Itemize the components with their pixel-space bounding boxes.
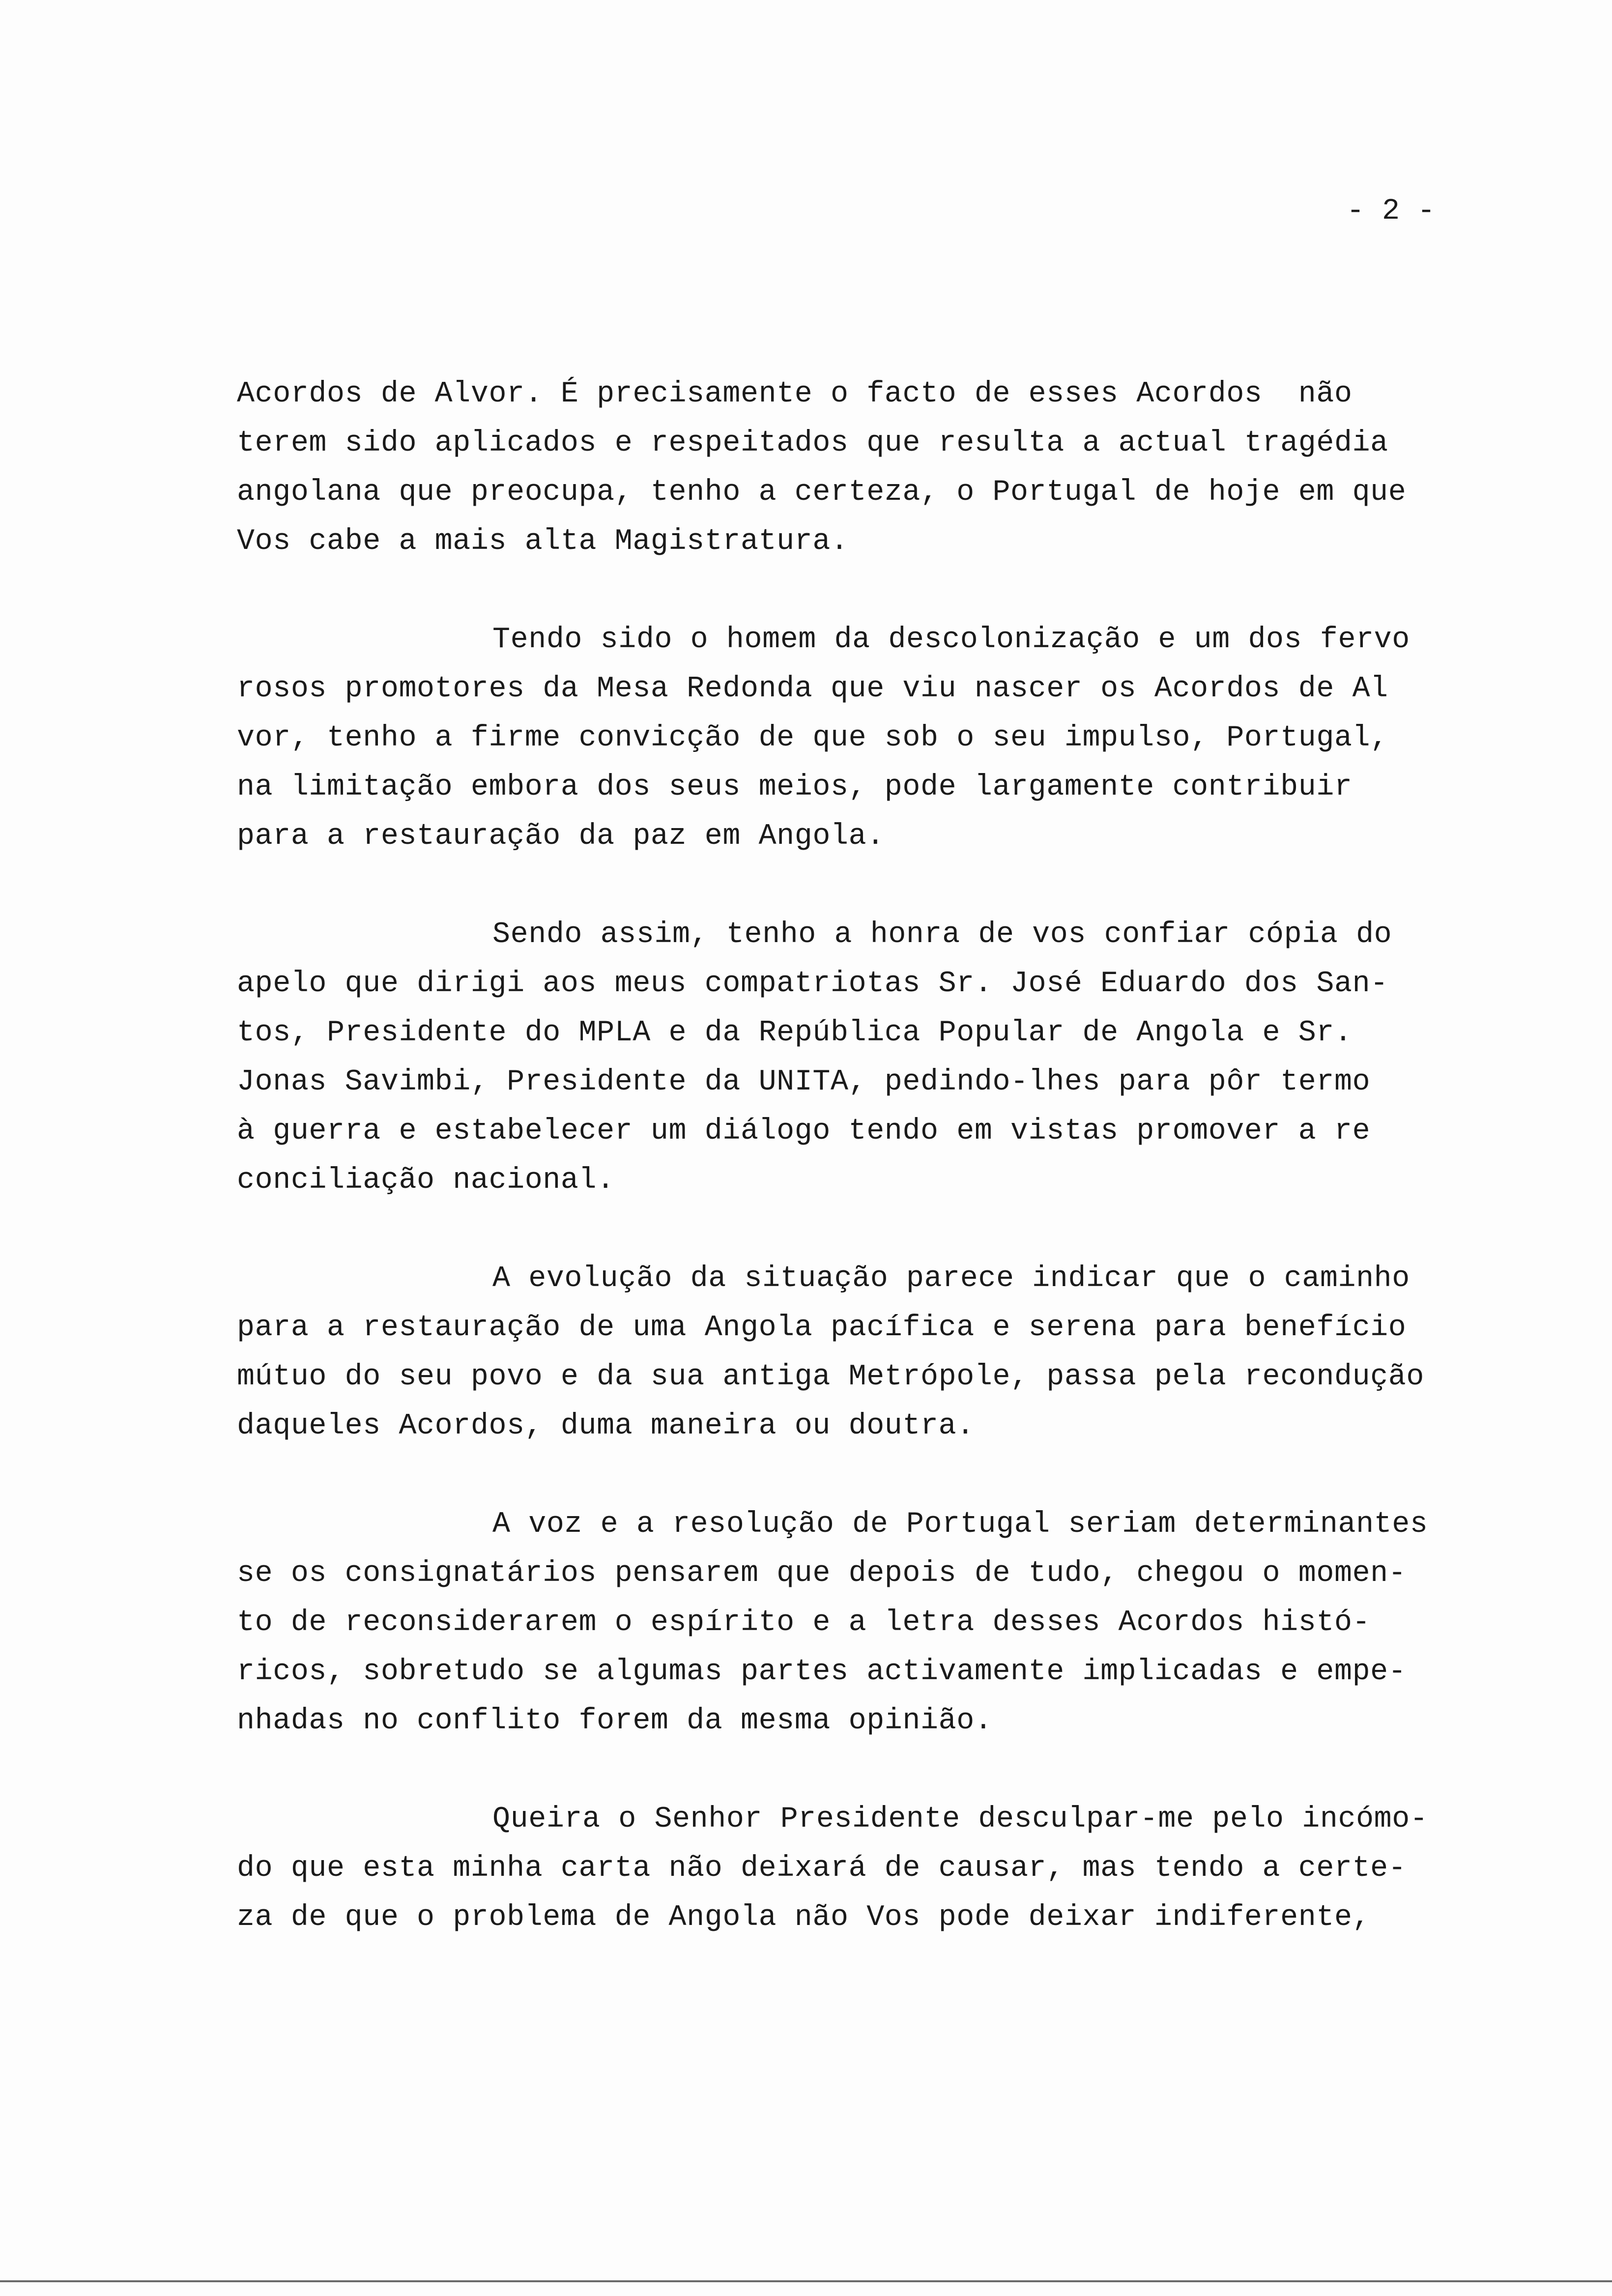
text-line: ricos, sobretudo se algumas partes activamente implicadas e empe-: [237, 1655, 1407, 1689]
text-line: Tendo sido o homem da descolonização e um dos fervo: [492, 623, 1410, 657]
text-line: Sendo assim, tenho a honra de vos confiar cópia do: [492, 918, 1392, 951]
paragraph: [237, 910, 1593, 1205]
text-line: rosos promotores da Mesa Redonda que viu nascer os Acordos de Al: [237, 672, 1388, 706]
text-line: A voz e a resolução de Portugal seriam determinantes: [492, 1508, 1428, 1541]
paragraph: [237, 615, 1593, 861]
letter-body: [237, 370, 1593, 1942]
text-line: se os consignatários pensarem que depois de tudo, chegou o momen-: [237, 1557, 1407, 1590]
text-line: do que esta minha carta não deixará de causar, mas tendo a certe-: [237, 1852, 1407, 1885]
text-line: Acordos de Alvor. É precisamente o facto de esses Acordos não: [237, 377, 1353, 411]
text-line: to de reconsiderarem o espírito e a letra desses Acordos histó-: [237, 1606, 1371, 1639]
text-line: para a restauração da paz em Angola.: [237, 820, 885, 853]
page-bottom-rule: [0, 2280, 1612, 2282]
text-line: A evolução da situação parece indicar que o caminho: [492, 1262, 1410, 1295]
paragraph: [237, 370, 1593, 566]
text-line: tos, Presidente do MPLA e da República Popular de Angola e Sr.: [237, 1016, 1353, 1050]
text-line: apelo que dirigi aos meus compatriotas Sr. José Eduardo dos San-: [237, 967, 1388, 1001]
text-line: angolana que preocupa, tenho a certeza, o Portugal de hoje em que: [237, 476, 1407, 509]
text-line: mútuo do seu povo e da sua antiga Metrópole, passa pela recondução: [237, 1360, 1424, 1394]
text-line: Jonas Savimbi, Presidente da UNITA, pedindo-lhes para pôr termo: [237, 1065, 1371, 1099]
paragraph: [237, 1254, 1593, 1451]
text-line: za de que o problema de Angola não Vos pode deixar indiferente,: [237, 1901, 1371, 1934]
paragraph: [237, 1795, 1593, 1942]
text-line: daqueles Acordos, duma maneira ou doutra.: [237, 1409, 975, 1443]
text-line: Queira o Senhor Presidente desculpar-me pelo incómo-: [492, 1803, 1428, 1836]
text-line: na limitação embora dos seus meios, pode largamente contribuir: [237, 771, 1353, 804]
text-line: conciliação nacional.: [237, 1164, 615, 1197]
text-line: à guerra e estabelecer um diálogo tendo em vistas promover a re: [237, 1115, 1371, 1148]
text-line: nhadas no conflito forem da mesma opinião.: [237, 1704, 993, 1738]
text-line: terem sido aplicados e respeitados que resulta a actual tragédia: [237, 427, 1388, 460]
text-line: Vos cabe a mais alta Magistratura.: [237, 525, 849, 558]
paragraph: [237, 1500, 1593, 1746]
text-line: para a restauração de uma Angola pacífica e serena para benefício: [237, 1311, 1407, 1345]
page-number: - 2 -: [1347, 195, 1436, 228]
text-line: vor, tenho a firme convicção de que sob o seu impulso, Portugal,: [237, 721, 1388, 755]
